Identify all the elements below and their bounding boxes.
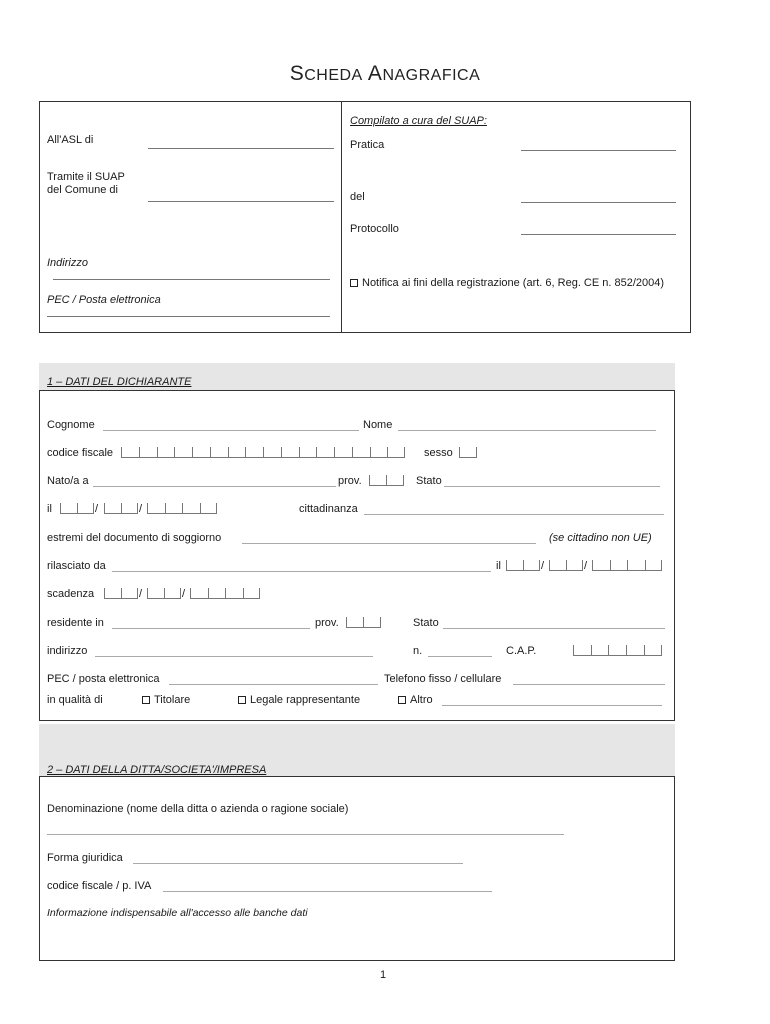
prov-field[interactable] <box>369 475 404 486</box>
rilascio-date-month[interactable] <box>549 560 583 571</box>
residenza-prov-field[interactable] <box>346 617 381 628</box>
residenza-prov-label: prov. <box>315 617 339 629</box>
indirizzo-field[interactable] <box>53 279 330 280</box>
birth-date-month[interactable] <box>104 503 138 514</box>
del-label: del <box>350 191 365 203</box>
birth-date-day[interactable] <box>60 503 94 514</box>
asl-field[interactable] <box>148 148 334 149</box>
scadenza-date-day[interactable] <box>104 588 138 599</box>
rilascio-date-day[interactable] <box>506 560 540 571</box>
rilascio-il-label: il <box>496 560 501 572</box>
cognome-label: Cognome <box>47 419 95 431</box>
section2-heading: 2 – DATI DELLA DITTA/SOCIETA'/IMPRESA <box>47 764 267 776</box>
residente-label: residente in <box>47 617 104 629</box>
pec-dichiarante-label: PEC / posta elettronica <box>47 673 160 685</box>
indirizzo-residenza-label: indirizzo <box>47 645 88 657</box>
forma-giuridica-field[interactable] <box>133 863 463 864</box>
nome-field[interactable] <box>398 430 656 431</box>
notifica-checkbox[interactable] <box>350 279 358 287</box>
date-slash: / <box>182 588 186 600</box>
birth-date-year[interactable] <box>147 503 217 514</box>
rilascio-date-year[interactable] <box>592 560 662 571</box>
protocollo-field[interactable] <box>521 234 676 235</box>
informazione-note: Informazione indispensabile all'accesso alle banche dati <box>47 907 308 919</box>
titolare-label: Titolare <box>154 694 191 706</box>
stato-label: Stato <box>416 475 442 487</box>
codice-fiscale-iva-label: codice fiscale / p. IVA <box>47 880 152 892</box>
estremi-field[interactable] <box>242 543 536 544</box>
stato-field[interactable] <box>444 486 660 487</box>
prov-label: prov. <box>338 475 362 487</box>
se-cittadino-note: (se cittadino non UE) <box>549 532 652 544</box>
residenza-stato-field[interactable] <box>443 628 665 629</box>
cap-field[interactable] <box>573 645 662 656</box>
sesso-field[interactable] <box>459 447 477 458</box>
numero-label: n. <box>413 645 423 657</box>
page-number: 1 <box>380 969 387 981</box>
codice-fiscale-field[interactable] <box>121 447 405 458</box>
notifica-label: Notifica ai fini della registrazione (art. 6, Reg. CE n. 852/2004) <box>362 277 665 289</box>
section1-box <box>39 390 675 721</box>
cognome-field[interactable] <box>103 430 359 431</box>
rilasciato-field[interactable] <box>112 571 491 572</box>
cittadinanza-field[interactable] <box>364 514 664 515</box>
header-divider <box>341 101 342 333</box>
cittadinanza-label: cittadinanza <box>299 503 358 515</box>
pratica-label: Pratica <box>350 139 385 151</box>
date-slash: / <box>95 503 99 515</box>
nome-label: Nome <box>363 419 393 431</box>
residenza-stato-label: Stato <box>413 617 439 629</box>
page-title: SCHEDA ANAGRAFICA <box>289 62 481 85</box>
nato-field[interactable] <box>93 486 336 487</box>
il-label: il <box>47 503 52 515</box>
tramite-label-1: Tramite il SUAP <box>47 171 125 183</box>
date-slash: / <box>584 560 588 572</box>
denominazione-label: Denominazione (nome della ditta o azienda o ragione sociale) <box>47 803 349 815</box>
date-slash: / <box>139 503 143 515</box>
pec-label: PEC / Posta elettronica <box>47 294 161 306</box>
pratica-field[interactable] <box>521 150 676 151</box>
telefono-field[interactable] <box>513 684 665 685</box>
date-slash: / <box>139 588 143 600</box>
legale-checkbox[interactable] <box>238 696 246 704</box>
scadenza-date-year[interactable] <box>190 588 260 599</box>
sesso-label: sesso <box>424 447 453 459</box>
in-qualita-label: in qualità di <box>47 694 103 706</box>
comune-field[interactable] <box>148 201 334 202</box>
denominazione-field[interactable] <box>47 834 564 835</box>
cap-label: C.A.P. <box>506 645 537 657</box>
telefono-label: Telefono fisso / cellulare <box>384 673 502 685</box>
pec-dichiarante-field[interactable] <box>169 684 378 685</box>
scadenza-date-month[interactable] <box>147 588 181 599</box>
codice-fiscale-label: codice fiscale <box>47 447 114 459</box>
section1-heading: 1 – DATI DEL DICHIARANTE <box>47 376 192 388</box>
altro-option[interactable] <box>398 694 433 706</box>
numero-field[interactable] <box>428 656 492 657</box>
protocollo-label: Protocollo <box>350 223 399 235</box>
nato-label: Nato/a a <box>47 475 89 487</box>
notifica-option[interactable] <box>350 277 664 289</box>
residente-field[interactable] <box>112 628 310 629</box>
altro-checkbox[interactable] <box>398 696 406 704</box>
rilasciato-label: rilasciato da <box>47 560 106 572</box>
titolare-checkbox[interactable] <box>142 696 150 704</box>
altro-label: Altro <box>410 694 433 706</box>
indirizzo-label: Indirizzo <box>47 257 88 269</box>
del-field[interactable] <box>521 202 676 203</box>
suap-heading: Compilato a cura del SUAP: <box>350 115 487 127</box>
titolare-option[interactable] <box>142 694 190 706</box>
codice-fiscale-iva-field[interactable] <box>163 891 492 892</box>
forma-giuridica-label: Forma giuridica <box>47 852 123 864</box>
indirizzo-residenza-field[interactable] <box>95 656 373 657</box>
legale-label: Legale rappresentante <box>250 694 361 706</box>
pec-field[interactable] <box>47 316 330 317</box>
asl-label: All'ASL di <box>47 134 94 146</box>
estremi-label: estremi del documento di soggiorno <box>47 532 222 544</box>
legale-option[interactable] <box>238 694 360 706</box>
altro-field[interactable] <box>442 705 662 706</box>
date-slash: / <box>541 560 545 572</box>
tramite-label-2: del Comune di <box>47 184 118 196</box>
scadenza-label: scadenza <box>47 588 95 600</box>
